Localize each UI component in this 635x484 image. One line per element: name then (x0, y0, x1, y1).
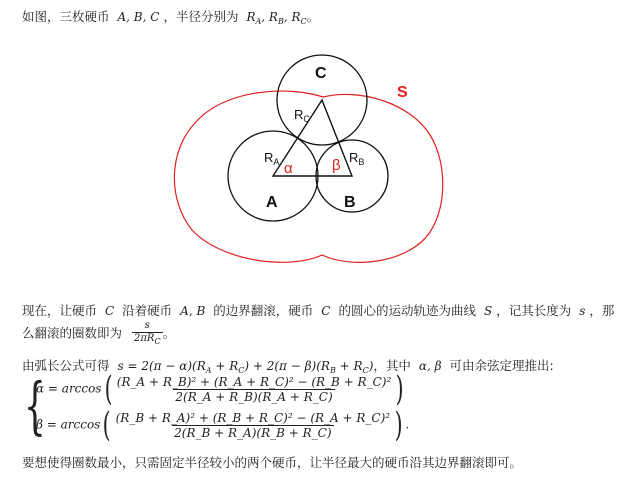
radius-b-label: $R_B$ (349, 150, 365, 167)
system-brace: { (24, 369, 46, 442)
beta-equation: β = arccos( $\frac{\text{(R\_B + R\_A)² + (R\_B + R\_C)² − (R\_A + R\_C)²}}{2(R\_B + R\_A)(R\_B + R\_C)}$ ) . (36, 405, 410, 445)
beta-fraction: $\frac{\text{(R\_B + R\_A)² + (R\_B + R\_C)² − (R\_A + R\_C)²}}{2(R\_B + R\_A)(R\_B + R\_C)}$ (115, 410, 391, 440)
alpha-equation: α = arccos( $\frac{\text{(R\_A + R\_B)² + (R\_A + R\_C)² − (R\_B + R\_C)²}}{2(R\_A + R\_B)(R\_A + R\_C)}$ ) (36, 369, 404, 409)
conclusion-line: 要想使得圈数最小，只需固定半径较小的两个硬币，让半径最大的硬币沿其边界翻滚即可。 (22, 455, 523, 470)
alpha-label: α (284, 160, 293, 177)
curve-s-label: S (397, 84, 408, 101)
para1-line1: 现在，让硬币 C 沿着硬币 A, B 的边界翻滚，硬币 C 的圆心的运动轨迹为曲线 S ，记其长度为 s ，那 (22, 303, 615, 318)
para1-line2: 么翻滚的圈数即为 $\frac{s}{2\pi R_C}$ 。 (22, 320, 176, 346)
radii-math: $R_A$, $R_B$, $R_C$ (246, 10, 307, 26)
para2-line: 由弧长公式可得 $s = 2(\pi - \alpha)(R_A + R_C) + 2(\pi - \beta)(R_B + R_C)$，其中 α, β 可由余弦定理推出: (22, 358, 554, 375)
coin-b-label: B (344, 194, 356, 211)
alpha-fraction: $\frac{\text{(R\_A + R\_B)² + (R\_A + R\_C)² − (R\_B + R\_C)²}}{2(R\_A + R\_B)(R\_A + R\_C)}$ (116, 374, 392, 404)
coin-a-label: A (266, 194, 278, 211)
coin-c-label: C (315, 65, 327, 82)
radius-text: ，半径分别为 (163, 9, 239, 24)
beta-label: β (332, 157, 341, 174)
arc-length-formula: $s = 2(\pi - \alpha)(R_A + R_C) + 2(\pi - \beta)(R_B + R_C)$ (117, 359, 374, 375)
turns-fraction: $\frac{s}{2\pi R_C}$ (134, 320, 161, 346)
radius-a-label: $R_A$ (264, 150, 280, 167)
intro-end: 。 (306, 9, 320, 24)
coins-math: A, B, C (117, 10, 160, 24)
radius-c-label: $R_C$ (294, 107, 310, 124)
intro-text: 如图，三枚硬币 (22, 9, 110, 24)
